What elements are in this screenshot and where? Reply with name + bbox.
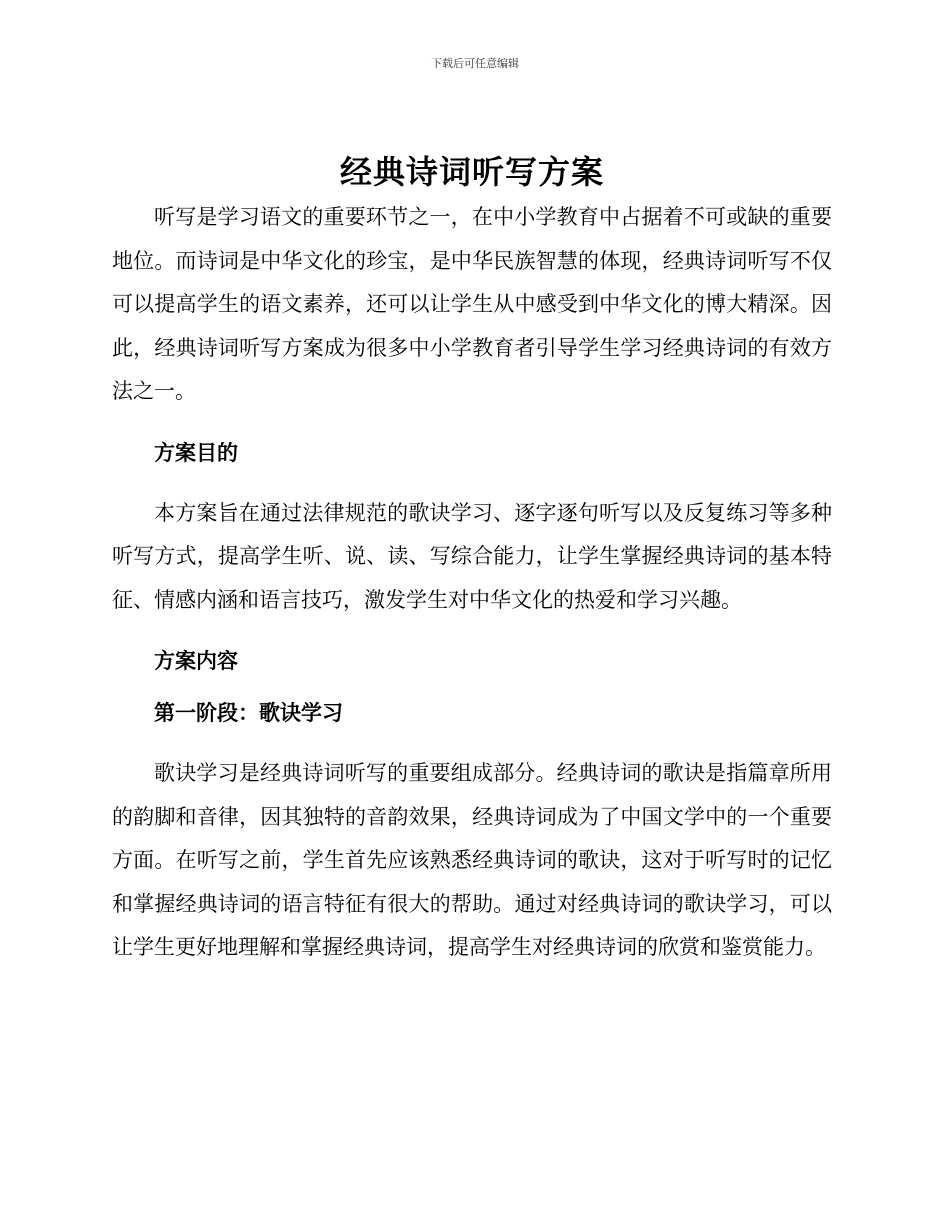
intro-paragraph: 听写是学习语文的重要环节之一，在中小学教育中占据着不可或缺的重要地位。而诗词是中华文化的珍宝，是中华民族智慧的体现，经典诗词听写不仅可以提高学生的语文素养，还可以让学生从中感受到中华文化的博大精深。因此，经典诗词听写方案成为很多中小学教育者引导学生学习经典诗词的有效方法之一。	[112, 205, 832, 403]
stage1-heading: 第一阶段：歌诀学习	[154, 701, 343, 725]
purpose-heading: 方案目的	[154, 440, 238, 465]
purpose-paragraph: 本方案旨在通过法律规范的歌诀学习、逐字逐句听写以及反复练习等多种听写方式，提高学生听、说、读、写综合能力，让学生掌握经典诗词的基本特征、情感内涵和语言技巧，激发学生对中华文化的热爱和学习兴趣。	[112, 500, 832, 612]
header-note: 下载后可任意编辑	[431, 57, 519, 70]
content-heading: 方案内容	[154, 649, 238, 673]
document-title: 经典诗词听写方案	[339, 153, 604, 191]
stage1-paragraph: 歌诀学习是经典诗词听写的重要组成部分。经典诗词的歌诀是指篇章所用的韵脚和音律，因其独特的音韵效果，经典诗词成为了中国文学中的一个重要方面。在听写之前，学生首先应该熟悉经典诗词的歌诀，这对于听写时的记忆和掌握经典诗词的语言特征有很大的帮助。通过对经典诗词的歌诀学习，可以让学生更好地理解和掌握经典诗词，提高学生对经典诗词的欣赏和鉴赏能力。	[112, 761, 832, 959]
document-body	[112, 148, 832, 970]
